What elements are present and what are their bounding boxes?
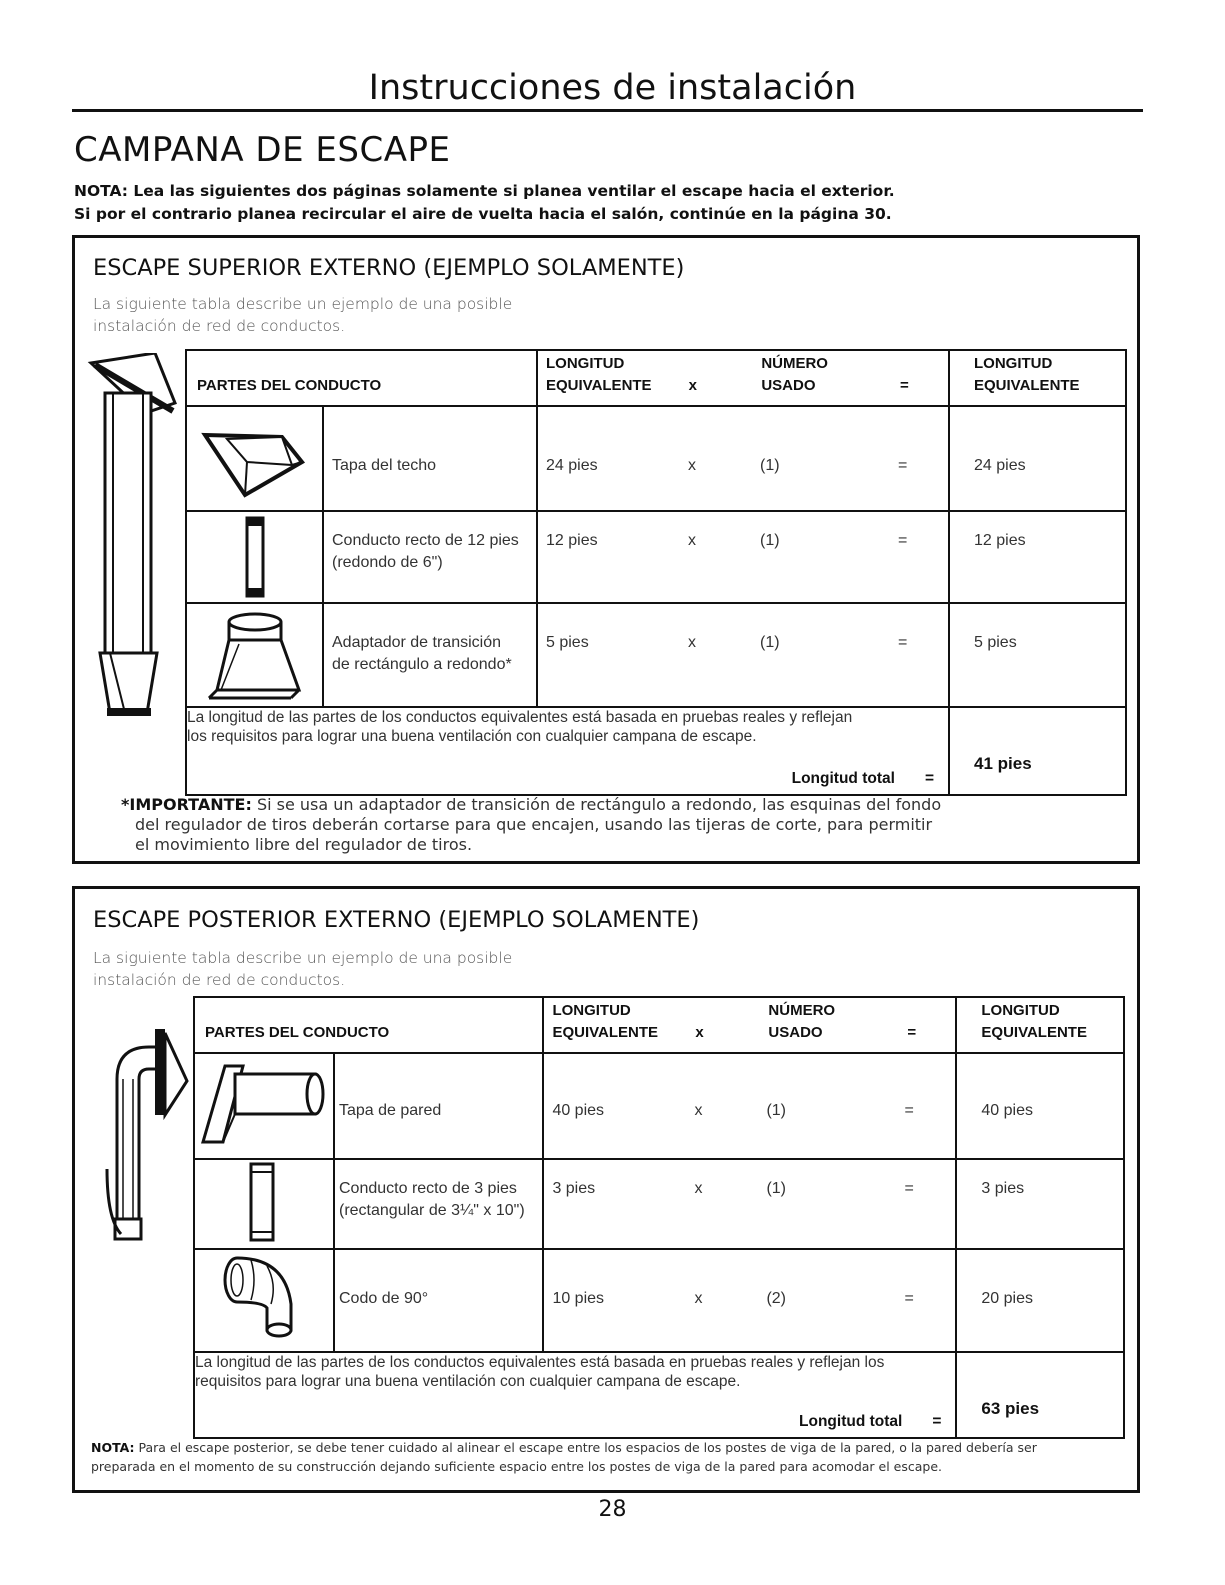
- top-exhaust-panel: [72, 235, 1140, 864]
- row-part-name: Tapa del techo: [323, 406, 537, 511]
- section-heading: CAMPANA DE ESCAPE: [74, 130, 451, 170]
- row-total: 12 pies: [949, 511, 1126, 603]
- rear-exhaust-note: NOTA: Para el escape posterior, se debe tener cuidado al alinear el escape entre los espacios de los postes de viga de la pared, o la pared debería ser preparada en el momento de su construcción dejando suficiente espacio entre los postes de viga de la pared para acomodar el escape.: [91, 1440, 1037, 1474]
- elbow-icon: [195, 1250, 333, 1350]
- table-row: [194, 1053, 1124, 1159]
- top-duct-table: [185, 349, 1127, 796]
- intro-line: instalación de red de conductos.: [93, 317, 346, 335]
- col-total: LONGITUD EQUIVALENTE: [956, 997, 1124, 1053]
- row-values: 40 pies x (1) =: [543, 1053, 956, 1159]
- table-row: [186, 406, 1126, 511]
- row-icon-cell: [186, 511, 323, 603]
- row-icon-cell: [194, 1053, 334, 1159]
- col-total: LONGITUD EQUIVALENTE: [949, 350, 1126, 406]
- total-label: Longitud total =: [799, 1413, 942, 1430]
- table-row: [194, 1159, 1124, 1249]
- table-row: [186, 511, 1126, 603]
- wall-duct-assembly-icon: [87, 1019, 197, 1244]
- bottom-panel-heading: ESCAPE POSTERIOR EXTERNO (EJEMPLO SOLAMENTE): [93, 907, 700, 933]
- note-line-1: NOTA: Lea las siguientes dos páginas solamente si planea ventilar el escape hacia el exterior.: [74, 182, 895, 200]
- row-total: 40 pies: [956, 1053, 1124, 1159]
- roof-duct-assembly-icon: [85, 353, 185, 723]
- row-values: 10 pies x (2) =: [543, 1249, 956, 1352]
- col-parts: PARTES DEL CONDUCTO: [186, 350, 537, 406]
- row-part-name: Adaptador de transición de rectángulo a redondo*: [323, 603, 537, 707]
- row-icon-cell: [186, 406, 323, 511]
- total-label: Longitud total =: [791, 770, 934, 787]
- straight-duct-icon: [187, 512, 322, 600]
- row-part-name: Tapa de pared: [334, 1053, 543, 1159]
- row-part-name: Conducto recto de 12 pies (redondo de 6"): [323, 511, 537, 603]
- table-footer-row: [194, 1352, 1124, 1438]
- roof-cap-icon: [187, 407, 322, 507]
- total-value: 41 pies: [949, 707, 1126, 795]
- row-part-name: Conducto recto de 3 pies (rectangular de 3¼" x 10"): [334, 1159, 543, 1249]
- transition-adapter-icon: [187, 604, 322, 704]
- important-note: *IMPORTANTE: Si se usa un adaptador de transición de rectángulo a redondo, las esquinas del fondo del regulador de tiros deberán cortarse para que encajen, usando las tijeras de corte, para permitir el movimiento libre del regulador de tiros.: [121, 795, 942, 854]
- table-header-row: [186, 350, 1126, 406]
- rect-duct-icon: [195, 1160, 333, 1246]
- title-rule: [72, 109, 1143, 112]
- top-panel-heading: ESCAPE SUPERIOR EXTERNO (EJEMPLO SOLAMENTE): [93, 255, 685, 281]
- footer-text: La longitud de las partes de los conductos equivalentes está basada en pruebas reales y reflejan los requisitos para lograr una buena ventilación con cualquier campana de escape. Longitud total =: [194, 1352, 956, 1438]
- row-values: 12 pies x (1) =: [537, 511, 949, 603]
- page-title: Instrucciones de instalación: [368, 68, 857, 108]
- table-row: [186, 603, 1126, 707]
- table-header-row: [194, 997, 1124, 1053]
- table-row: [194, 1249, 1124, 1352]
- intro-line: instalación de red de conductos.: [93, 971, 346, 989]
- row-values: 24 pies x (1) =: [537, 406, 949, 511]
- row-total: 20 pies: [956, 1249, 1124, 1352]
- table-footer-row: [186, 707, 1126, 795]
- row-values: 3 pies x (1) =: [543, 1159, 956, 1249]
- intro-line: La siguiente tabla describe un ejemplo de una posible: [93, 949, 513, 967]
- row-icon-cell: [194, 1249, 334, 1352]
- rear-exhaust-panel: [72, 886, 1140, 1493]
- bottom-duct-table: [193, 996, 1125, 1439]
- col-length-number: LONGITUD EQUIVALENTE x NÚMERO USADO =: [537, 350, 949, 406]
- note-line-2: Si por el contrario planea recircular el aire de vuelta hacia el salón, continúe en la página 30.: [74, 205, 892, 223]
- row-icon-cell: [186, 603, 323, 707]
- bottom-panel-intro: [93, 947, 512, 991]
- page-number: 28: [598, 1497, 627, 1522]
- row-values: 5 pies x (1) =: [537, 603, 949, 707]
- row-total: 5 pies: [949, 603, 1126, 707]
- col-parts: PARTES DEL CONDUCTO: [194, 997, 543, 1053]
- row-total: 3 pies: [956, 1159, 1124, 1249]
- row-total: 24 pies: [949, 406, 1126, 511]
- col-length-number: LONGITUD EQUIVALENTE x NÚMERO USADO =: [543, 997, 956, 1053]
- intro-line: La siguiente tabla describe un ejemplo de una posible: [93, 295, 513, 313]
- footer-text: La longitud de las partes de los conductos equivalentes está basada en pruebas reales y reflejan los requisitos para lograr una buena ventilación con cualquier campana de escape. Longitud total =: [186, 707, 949, 795]
- row-part-name: Codo de 90°: [334, 1249, 543, 1352]
- total-value: 63 pies: [956, 1352, 1124, 1438]
- row-icon-cell: [194, 1159, 334, 1249]
- top-panel-intro: [93, 293, 512, 337]
- wall-cap-icon: [195, 1054, 333, 1154]
